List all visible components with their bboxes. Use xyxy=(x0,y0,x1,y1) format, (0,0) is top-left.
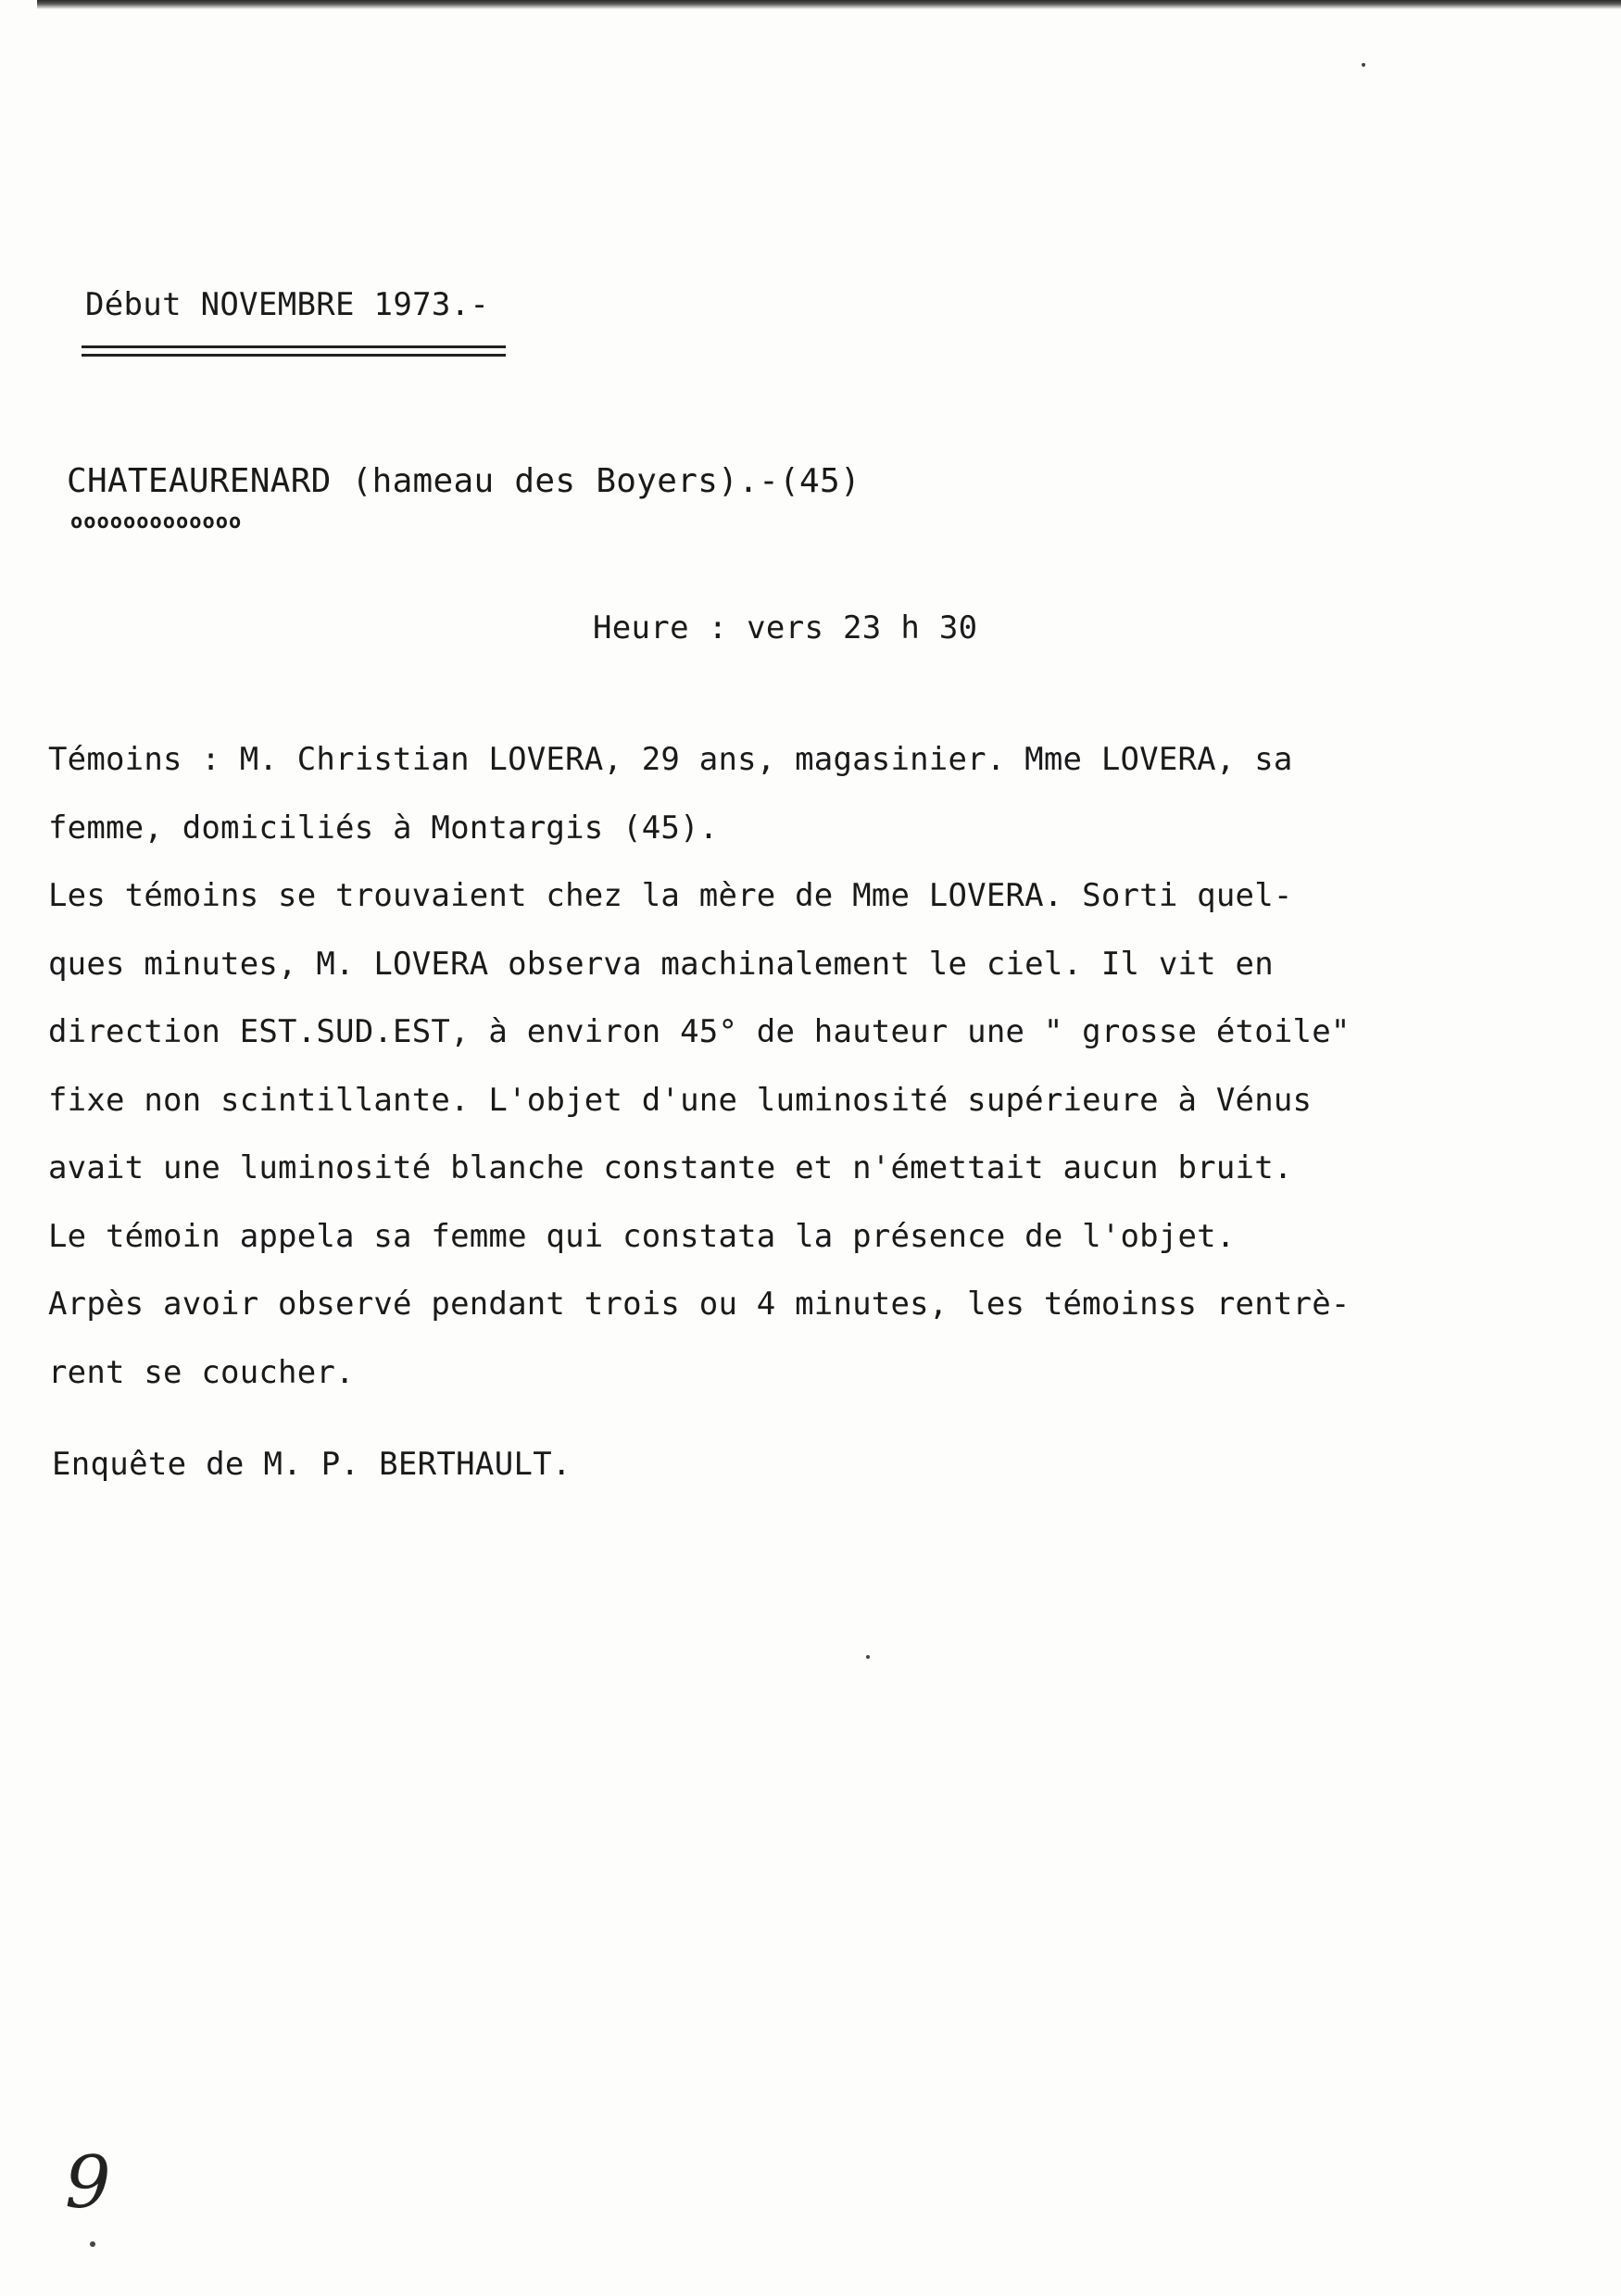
page-number: 9 xyxy=(65,2141,111,2225)
date-heading: Début NOVEMBRE 1973.- xyxy=(85,286,490,323)
report-body xyxy=(48,726,1567,1407)
investigator-signature: Enquête de M. P. BERTHAULT. xyxy=(52,1446,572,1483)
body-line: direction EST.SUD.EST, à environ 45° de hauteur une " grosse étoile" xyxy=(48,1013,1351,1050)
time-line: Heure : vers 23 h 30 xyxy=(593,609,978,646)
scan-speck xyxy=(866,1655,870,1659)
body-line: Les témoins se trouvaient chez la mère de Mme LOVERA. Sorti quel- xyxy=(48,877,1293,914)
body-line: femme, domiciliés à Montargis (45). xyxy=(48,809,719,847)
body-line: avait une luminosité blanche constante et n'émettait aucun bruit. xyxy=(48,1149,1293,1186)
location-underline: ooooooooooooo xyxy=(70,510,243,533)
scan-top-edge xyxy=(37,0,1621,9)
body-line: Témoins : M. Christian LOVERA, 29 ans, magasinier. Mme LOVERA, sa xyxy=(48,741,1293,778)
date-heading-underline xyxy=(82,345,506,357)
body-line: fixe non scintillante. L'objet d'une luminosité supérieure à Vénus xyxy=(48,1081,1313,1119)
body-line: rent se coucher. xyxy=(48,1353,355,1391)
location-heading: CHATEAURENARD (hameau des Boyers).-(45) xyxy=(67,462,861,500)
body-line: Le témoin appela sa femme qui constata la présence de l'objet. xyxy=(48,1217,1236,1255)
body-line: Arpès avoir observé pendant trois ou 4 minutes, les témoinss rentrè- xyxy=(48,1286,1351,1323)
body-line: ques minutes, M. LOVERA observa machinalement le ciel. Il vit en xyxy=(48,945,1274,983)
scan-speck xyxy=(1362,63,1365,67)
scan-speck xyxy=(90,2241,95,2247)
